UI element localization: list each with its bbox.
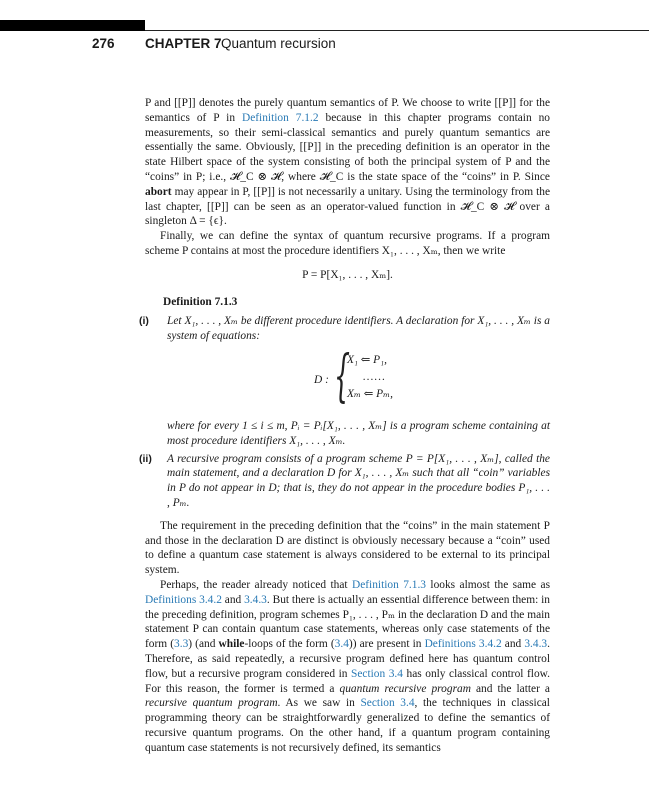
header-rule	[145, 30, 649, 31]
link-definition-7-1-2[interactable]: Definition 7.1.2	[241, 111, 319, 124]
term-recursive-quantum-program: recursive quantum program	[145, 697, 278, 710]
link-definitions-3-4-2-b[interactable]: Definitions 3.4.2	[424, 638, 502, 651]
keyword-abort: abort	[145, 185, 172, 198]
main-equation: P = P[X₁, . . . , Xₘ].	[302, 268, 393, 281]
definition-heading: Definition 7.1.3	[163, 295, 238, 308]
declaration-label: D :	[314, 373, 329, 386]
item-2-text: A recursive program consists of a program scheme P = P[X₁, . . . , Xₘ], called the main statement, and a declaration D for X₁, . . . , Xₘ such that all “coin” variables in P do not appear in D; that is, they do not appear in the procedure bodies P₁, . . . , Pₘ.	[167, 452, 550, 509]
link-definitions-3-4-2[interactable]: Definitions 3.4.2	[145, 593, 222, 606]
running-header	[0, 36, 649, 54]
link-3-4-3-b[interactable]: 3.4.3	[524, 638, 548, 651]
item-1-where: where for every 1 ≤ i ≤ m, Pᵢ = Pᵢ[X₁, . . . , Xₘ] is a program scheme containing at most procedure identifiers X₁, . . . , Xₘ.	[167, 419, 550, 447]
paragraph-semantics: P and [[P]] denotes the purely quantum semantics of P. We choose to write [[P]] for the semantics of P in Definition 7.1.2 because in this chapter programs contain no measurements, so their semi-classical semantics and purely quantum semantics are essentially the same. Obviously, [[P]] in the preceding definition is an operator in the state Hilbert space of the system consisting of both the principal system of P and the “coins” in P; i.e., 𝓗_C ⊗ 𝓗, where 𝓗_C is the state space of the “coins” in P. Since abort may appear in P, [[P]] is not necessarily a unitary. Using the terminology from the last chapter, [[P]] can be seen as an operator-valued function in 𝓗_C ⊗ 𝓗 over a singleton Δ = {ϵ}.	[145, 97, 550, 228]
item-1-text: Let X₁, . . . , Xₘ be different procedure identifiers. A declaration for X₁, . . . , Xₘ is a system of equations:	[167, 315, 550, 343]
chapter-title: Quantum recursion	[221, 36, 336, 51]
paragraph-syntax-intro: Finally, we can define the syntax of quantum recursive programs. If a program scheme P contains at most the procedure identifiers X₁, . . . , Xₘ, then we write	[145, 230, 550, 257]
paragraph-requirement: The requirement in the preceding definition that the “coins” in the main statement P and those in the declaration D are distinct is obviously necessary because a “coin” used to define a quantum case statement is always considered to be external to its principal system.	[145, 519, 550, 577]
left-brace: {	[334, 343, 351, 409]
term-quantum-recursive-program: quantum recursive program	[339, 682, 471, 695]
equation-line-m: Xₘ ⇐ Pₘ,	[347, 387, 393, 400]
definition-item-2	[139, 452, 550, 511]
link-section-3-4-b[interactable]: Section 3.4	[360, 697, 415, 710]
header-bar	[0, 20, 145, 31]
page-number: 276	[92, 36, 115, 51]
link-section-3-4[interactable]: Section 3.4	[351, 667, 403, 680]
link-definition-7-1-3[interactable]: Definition 7.1.3	[351, 578, 426, 591]
link-eq-3-3[interactable]: 3.3	[174, 638, 189, 651]
chapter-label: CHAPTER 7	[145, 36, 222, 51]
equation-system	[167, 343, 550, 411]
page-body	[139, 96, 551, 755]
link-eq-3-4[interactable]: 3.4	[334, 638, 349, 651]
item-label-ii: (ii)	[139, 452, 152, 465]
item-label-i: (i)	[139, 315, 149, 328]
definition-item-1	[139, 314, 550, 448]
keyword-while: while	[218, 638, 245, 651]
paragraph-comparison: Perhaps, the reader already noticed that Definition 7.1.3 looks almost the same as Definitions 3.4.2 and 3.4.3. But there is actually an essential difference between them: in the preceding definition, program schemes P₁, . . . , Pₘ in the declaration D and the main statement P can contain quantum case statements, whereas only case statements of the form (3.3) (and while-loops of the form (3.4)) are present in Definitions 3.4.2 and 3.4.3. Therefore, as said repeatedly, a recursive program defined here has quantum control flow, but a recursive program considered in Section 3.4 has only classical control flow. For this reason, the former is termed a quantum recursive program and the latter a recursive quantum program. As we saw in Section 3.4, the techniques in classical programming theory can be straightforwardly generalized to define the semantics of recursive quantum programs. On the other hand, if a quantum program containing quantum case statements is not recursively defined, its semantics	[145, 578, 551, 754]
link-3-4-3[interactable]: 3.4.3	[244, 593, 267, 606]
equation-line-1: X₁ ⇐ P₁,	[347, 353, 387, 366]
equation-dots: ......	[363, 370, 387, 383]
